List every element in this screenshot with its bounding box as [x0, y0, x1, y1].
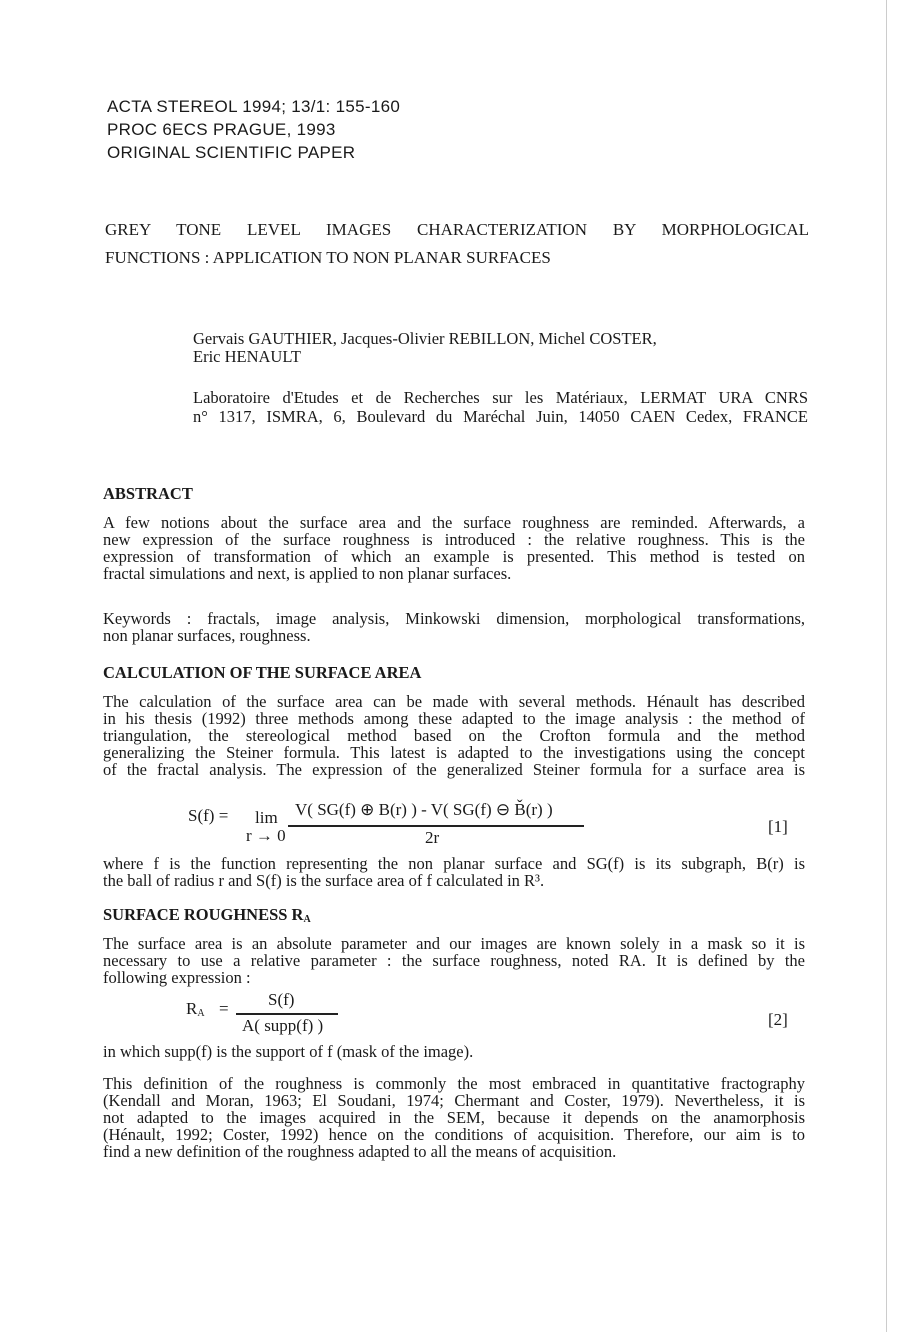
section2-text: [103, 935, 805, 986]
eq2-symbol: R: [186, 999, 198, 1018]
journal-header: [107, 95, 400, 164]
author-line: Eric HENAULT: [193, 347, 301, 366]
text-line: the ball of radius r and S(f) is the surface area of f calculated in R³.: [103, 871, 545, 890]
eq1-lim-sub: r → 0: [246, 826, 286, 845]
eq1-numerator: V( SG(f) ⊕ B(r) ) - V( SG(f) ⊖ B̌(r) ): [295, 800, 553, 819]
heading-text: SURFACE ROUGHNESS R: [103, 905, 304, 924]
section-heading: [103, 905, 311, 925]
text-line: (Kendall and Moran, 1963; El Soudani, 1974; Chermant and Coster, 1979). Nevertheless, it is: [103, 1091, 805, 1110]
author-line: Gervais GAUTHIER, Jacques-Olivier REBILLON, Michel COSTER,: [193, 329, 657, 348]
fraction-bar: [236, 1013, 338, 1015]
text-line: triangulation, the stereological method based on the Crofton formula and the method: [103, 726, 805, 745]
text-line: non planar surfaces, roughness.: [103, 626, 311, 645]
section2-final: [103, 1075, 805, 1160]
abstract-text: [103, 514, 805, 582]
header-line: PROC 6ECS PRAGUE, 1993: [107, 120, 336, 139]
affiliation: [193, 388, 808, 426]
text-line: necessary to use a relative parameter : the surface roughness, noted RA. It is defined by the: [103, 951, 805, 970]
text-line: The calculation of the surface area can be made with several methods. Hénault has described: [103, 692, 805, 711]
authors: [193, 330, 657, 366]
eq2-number: [2]: [768, 1010, 788, 1029]
text-line: new expression of the surface roughness is introduced : the relative roughness. This is the: [103, 530, 805, 549]
text-line: fractal simulations and next, is applied to non planar surfaces.: [103, 564, 512, 583]
eq2-equals: =: [219, 999, 229, 1018]
header-line: ACTA STEREOL 1994; 13/1: 155-160: [107, 97, 401, 116]
keywords: [103, 610, 805, 644]
text-line: generalizing the Steiner formula. This latest is adapted to the investigations using the concept: [103, 743, 805, 762]
affiliation-line: n° 1317, ISMRA, 6, Boulevard du Maréchal Juin, 14050 CAEN Cedex, FRANCE: [193, 407, 808, 426]
page-edge: [886, 0, 887, 1332]
header-line: ORIGINAL SCIENTIFIC PAPER: [107, 143, 356, 162]
text-line: This definition of the roughness is commonly the most embraced in quantitative fractography: [103, 1074, 805, 1093]
affiliation-line: Laboratoire d'Etudes et de Recherches sur les Matériaux, LERMAT URA CNRS: [193, 388, 808, 407]
section1-text: [103, 693, 805, 778]
text-line: Keywords : fractals, image analysis, Minkowski dimension, morphological transformations,: [103, 609, 805, 628]
eq1-lhs: S(f) =: [188, 806, 229, 825]
section2-after: [103, 1043, 805, 1060]
eq1-number: [1]: [768, 817, 788, 836]
text-line: The surface area is an absolute parameter and our images are known solely in a mask so it is: [103, 934, 805, 953]
text-line: in his thesis (1992) three methods among these adapted to the image analysis : the method of: [103, 709, 805, 728]
section-heading: CALCULATION OF THE SURFACE AREA: [103, 663, 422, 682]
eq2-denominator: A( supp(f) ): [242, 1016, 324, 1035]
text-line: not adapted to the images acquired in the SEM, because it depends on the anamorphosis: [103, 1108, 805, 1127]
text-line: expression of transformation of which an example is presented. This method is tested on: [103, 547, 805, 566]
abstract-heading: ABSTRACT: [103, 484, 193, 503]
text-line: find a new definition of the roughness adapted to all the means of acquisition.: [103, 1142, 617, 1161]
section1-after: [103, 855, 805, 889]
text-line: (Hénault, 1992; Coster, 1992) hence on the conditions of acquisition. Therefore, our aim is to: [103, 1125, 805, 1144]
eq2-subscript: A: [197, 1008, 205, 1019]
text-line: following expression :: [103, 968, 251, 987]
eq2-numerator: S(f): [268, 990, 295, 1009]
eq1-lim: lim: [255, 808, 278, 827]
text-line: A few notions about the surface area and the surface roughness are reminded. Afterwards, a: [103, 513, 805, 532]
fraction-bar: [288, 825, 584, 827]
title-line: FUNCTIONS : APPLICATION TO NON PLANAR SURFACES: [105, 248, 551, 267]
title-line: GREY TONE LEVEL IMAGES CHARACTERIZATION BY MORPHOLOGICAL: [105, 220, 809, 239]
text-line: of the fractal analysis. The expression of the generalized Steiner formula for a surface area is: [103, 760, 805, 779]
heading-subscript: A: [303, 914, 311, 925]
eq1-denominator: 2r: [425, 828, 440, 847]
eq2-lhs: [186, 999, 205, 1019]
paper-title: [105, 216, 809, 272]
text-line: in which supp(f) is the support of f (mask of the image).: [103, 1042, 474, 1061]
text-line: where f is the function representing the non planar surface and SG(f) is its subgraph, B(r) is: [103, 854, 805, 873]
